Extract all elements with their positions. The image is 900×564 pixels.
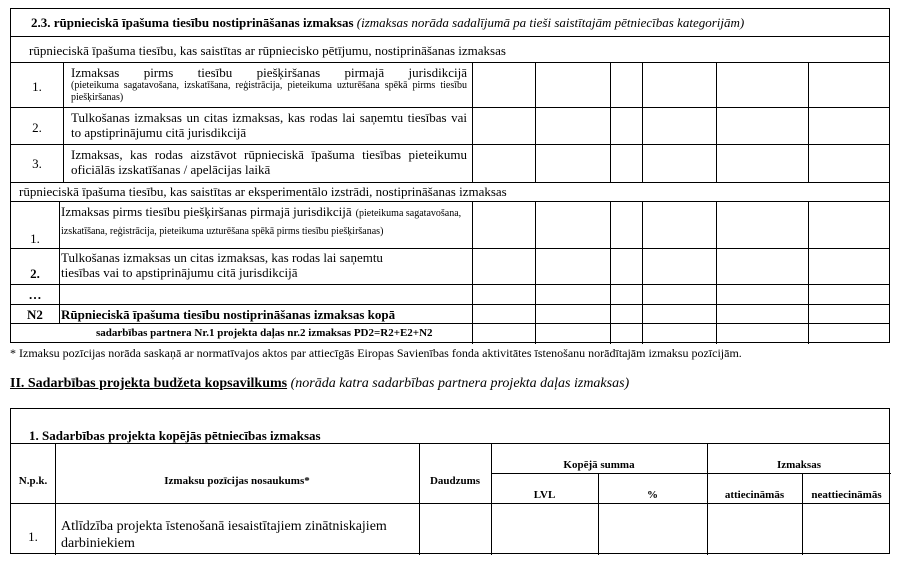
group1-row2-main: Tulkošanas izmaksas un citas izmaksas, kas rodas lai saņemtu tiesības vai to apstiprinājumu citā jurisdikcijā	[71, 110, 467, 140]
col-qty: Daudzums	[429, 475, 481, 487]
group2-title: rūpnieciskā īpašuma tiesību, kas saistītas ar eksperimentālo izstrādi, nostiprināšanas izmaksas	[19, 184, 507, 199]
table1-row1-num: 1.	[28, 529, 38, 544]
group2-row2-main: Tulkošanas izmaksas un citas izmaksas, kas rodas lai saņemtu tiesības vai to apstiprinājumu citā jurisdikcijā	[61, 250, 383, 280]
group1-row1-text	[71, 65, 467, 104]
partner-total-label: sadarbības partnera Nr.1 projekta daļas nr.2 izmaksas PD2=R2+E2+N2	[96, 327, 433, 339]
group1-row2-num: 2.	[32, 120, 42, 135]
col-npk: N.p.k.	[18, 475, 48, 487]
section-II-title-note: (norāda katra sadarbības partnera projekta daļas izmaksas)	[290, 376, 630, 391]
group2-row1-num: 1.	[30, 231, 40, 246]
group2-row2-num: 2.	[30, 266, 40, 281]
group1-row1-main: Izmaksas pirms tiesību piešķiršanas pirmajā jurisdikcijā	[71, 65, 467, 80]
group1-title: rūpnieciskā īpašuma tiesību, kas saistītas ar rūpnieciskо pētījumu, nostiprināšanas izmaksas	[29, 43, 506, 58]
group2-row1-sub: (pieteikuma sagatavošana, izskatīšana, reģistrācija, pieteikuma uzturēšana spēkā pirms tiesību piešķiršanas)	[61, 208, 462, 237]
section-II-title	[10, 376, 890, 392]
section-23-title-bold: 2.3. rūpnieciskā īpašuma tiesību nostiprināšanas izmaksas	[31, 15, 354, 30]
cost-table-23	[10, 8, 890, 343]
col-costs: Izmaksas	[776, 459, 821, 471]
group1-row3-num: 3.	[32, 156, 42, 171]
summary-table	[10, 408, 890, 554]
table1-row1-label: Atlīdzība projekta īstenošanā iesaistītajiem zinātniskajiem darbiniekiem	[61, 519, 387, 551]
col-lvl: LVL	[533, 489, 556, 501]
total-label: Rūpnieciskā īpašuma tiesību nostiprināšanas izmaksas kopā	[61, 307, 396, 322]
section-II-title-bold: II. Sadarbības projekta budžeta kopsavilkums	[10, 376, 288, 391]
group2-row1-main: Izmaksas pirms tiesību piešķiršanas pirmajā jurisdikcijā	[61, 204, 352, 219]
ellipsis-row-num: …	[28, 287, 42, 302]
group1-row1-sub: (pieteikuma sagatavošana, izskatīšana, reģistrācija, pieteikuma uzturēšana spēkā pirms tiesību piešķiršanas)	[71, 80, 467, 103]
col-pct: %	[647, 489, 658, 501]
col-name: Izmaksu pozīcijas nosaukums*	[164, 475, 310, 487]
group2-row1-text	[61, 203, 469, 239]
col-ineligible: neattiecināmās	[811, 489, 882, 501]
group1-row1-num: 1.	[32, 79, 42, 94]
total-num: N2	[27, 307, 43, 322]
section-23-title	[31, 15, 886, 30]
col-total-sum: Kopējā summa	[563, 459, 635, 471]
group1-row3-main: Izmaksas, kas rodas aizstāvot rūpnieciskā īpašuma tiesības pieteikumu oficiālās izskatīšanas / apelācijas laikā	[71, 147, 467, 177]
section-23-title-note: (izmaksas norāda sadalījumā pa tieši saistītajām pētniecības kategorijām)	[356, 15, 745, 30]
table1-title: 1. Sadarbības projekta kopējās pētniecības izmaksas	[29, 428, 321, 443]
col-eligible: attiecināmās	[724, 489, 785, 501]
footnote: * Izmaksu pozīcijas norāda saskaņā ar normatīvajos aktos par attiecīgās Eiropas Savienības fonda aktivitātes īstenošanu norādītajām izmaksu pozīcijām.	[10, 346, 742, 360]
